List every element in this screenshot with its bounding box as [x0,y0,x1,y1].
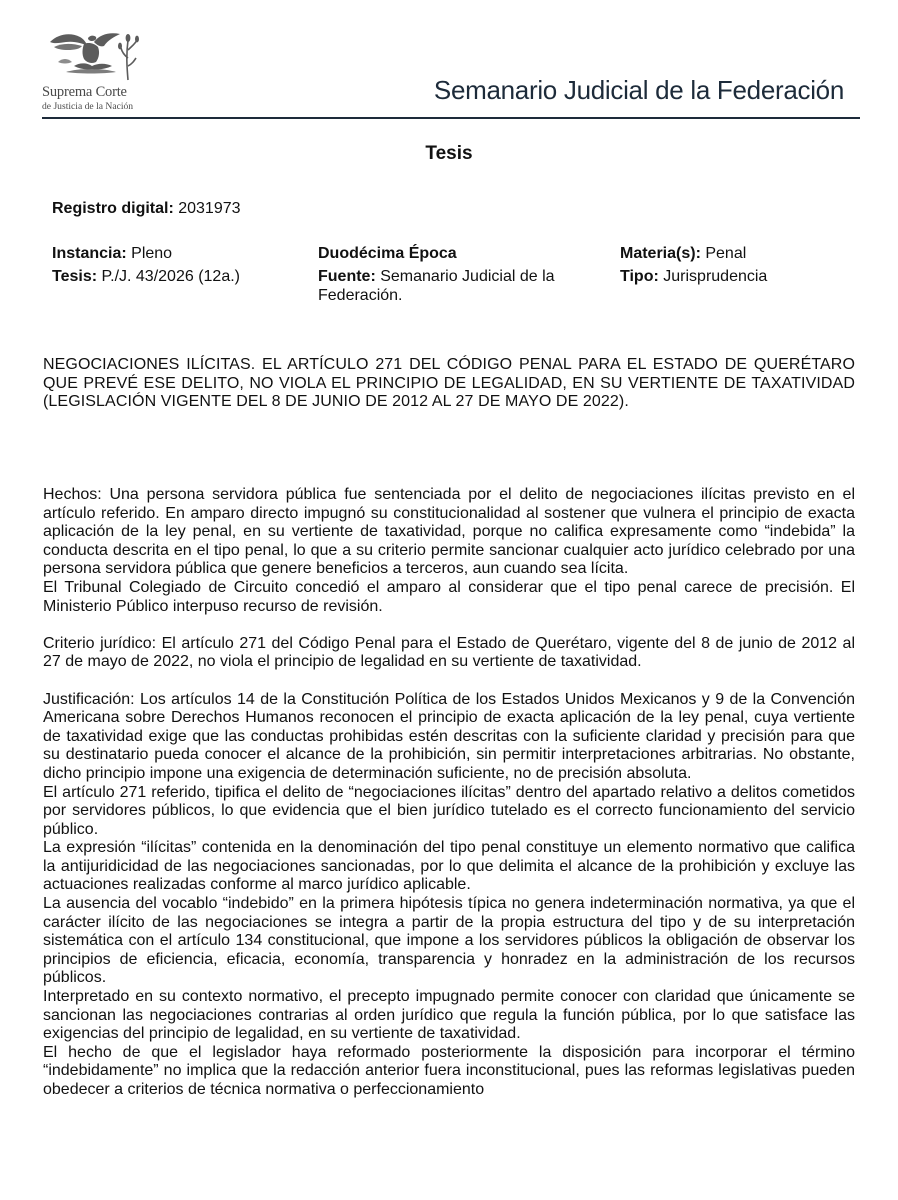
instancia-label: Instancia: [52,245,127,262]
criterio-paragraph: Criterio jurídico: El artículo 271 del Código Penal para el Estado de Querétaro, vigente del 8 de junio de 2012 al 27 de mayo de 2022, no viola el principio de legalidad en su vertiente de taxatividad. [43,634,855,671]
justificacion-paragraph: Justificación: Los artículos 14 de la Constitución Política de los Estados Unidos Mexicanos y 9 de la Convención Americana sobre Derechos Humanos reconocen el principio de exacta aplicación de la ley penal, cuya vertiente de taxatividad exige que las conductas prohibidas estén descritas con la suficiente claridad y precisión para que su destinatario pueda conocer el alcance de la prohibición, sin permitir interpretaciones arbitrarias. No obstante, dicho principio impone una exigencia de determinación suficiente, no de precisión absoluta. [43,690,855,782]
meta-column-1 [52,244,302,290]
registro-label: Registro digital: [52,200,174,217]
registro-digital [52,200,241,218]
instancia-value: Pleno [131,245,173,262]
materia-label: Materia(s): [620,245,701,262]
tesis-label: Tesis: [52,268,98,285]
tesis-rubro: NEGOCIACIONES ILÍCITAS. EL ARTÍCULO 271 DEL CÓDIGO PENAL PARA EL ESTADO DE QUERÉTARO QUE PREVÉ ESE DELITO, NO VIOLA EL PRINCIPIO DE LEGALIDAD, EN SU VERTIENTE DE TAXATIVIDAD (LEGISLACIÓN VIGENTE DEL 8 DE JUNIO DE 2012 AL 27 DE MAYO DE 2022). [43,356,855,411]
hechos-paragraph-2: El Tribunal Colegiado de Circuito concedió el amparo al considerar que el tipo penal carece de precisión. El Ministerio Público interpuso recurso de revisión. [43,578,855,615]
paragraph-gap [43,672,855,691]
logo-institution-subtitle: de Justicia de la Nación [42,101,134,112]
publication-title: Semanario Judicial de la Federación [433,75,844,105]
meta-column-2 [318,244,608,309]
justificacion-paragraph-4: La ausencia del vocablo “indebido” en la primera hipótesis típica no genera indeterminación normativa, ya que el carácter ilícito de las negociaciones se integra a partir de la propia estructura del tipo y de su interpretación sistemática con el artículo 134 constitucional, que impone a los servidores públicos la obligación de observar los principios de eficiencia, eficacia, economía, transparencia y honradez en la administración de los recursos públicos. [43,895,855,987]
materia-row [620,244,860,263]
epoca: Duodécima Época [318,245,457,262]
tesis-body [43,486,855,1100]
hechos-paragraph: Hechos: Una persona servidora pública fue sentenciada por el delito de negociaciones ilícitas previsto en el artículo referido. En amparo directo impugnó su constitucionalidad al sostener que vulnera el principio de exacta aplicación de la ley penal, en su vertiente de taxatividad, porque no califica expresamente como “indebida” la conducta descrita en el tipo penal, lo que a su criterio permite sancionar cualquier acto jurídico celebrado por una persona servidora pública que genere beneficios a terceros, aun cuando sea lícita. [43,486,855,578]
instancia-row [52,244,302,263]
tesis-row [52,267,302,286]
materia-value: Penal [705,245,747,262]
logo-institution-name: Suprema Corte [42,84,127,100]
scjn-logo [42,28,142,114]
tipo-label: Tipo: [620,268,659,285]
fuente-row [318,267,608,305]
fuente-value: Semanario Judicial de la Federación. [318,268,555,304]
justificacion-paragraph-3: La expresión “ilícitas” contenida en la denominación del tipo penal constituye un elemento normativo que califica la antijuridicidad de las negociaciones sancionadas, por lo que delimita el alcance de la prohibición y excluye las actuaciones realizadas conforme al marco jurídico aplicable. [43,839,855,894]
justificacion-paragraph-5: Interpretado en su contexto normativo, el precepto impugnado permite conocer con claridad que únicamente se sancionan las negociaciones contrarias al orden jurídico que regula la función pública, por lo que satisface las exigencias del principio de legalidad, en su vertiente de taxatividad. [43,988,855,1043]
paragraph-gap [43,616,855,635]
fuente-label: Fuente: [318,268,376,285]
tipo-value: Jurisprudencia [663,268,768,285]
document-type-heading: Tesis [425,143,473,164]
justificacion-paragraph-2: El artículo 271 referido, tipifica el delito de “negociaciones ilícitas” dentro del apartado relativo a delitos cometidos por servidores públicos, lo que evidencia que el bien jurídico tutelado es el correcto funcionamiento del servicio público. [43,783,855,838]
meta-column-3 [620,244,860,290]
tesis-value: P./J. 43/2026 (12a.) [101,268,240,285]
header-divider [42,117,860,119]
registro-value: 2031973 [178,200,241,217]
justificacion-paragraph-6: El hecho de que el legislador haya reformado posteriormente la disposición para incorporar el término “indebidamente” no implica que la redacción anterior fuera inconstitucional, pues las reformas legislativas pueden obedecer a criterios de técnica normativa o perfeccionamiento [43,1043,855,1098]
tipo-row [620,267,860,286]
eagle-emblem-icon [44,28,140,84]
